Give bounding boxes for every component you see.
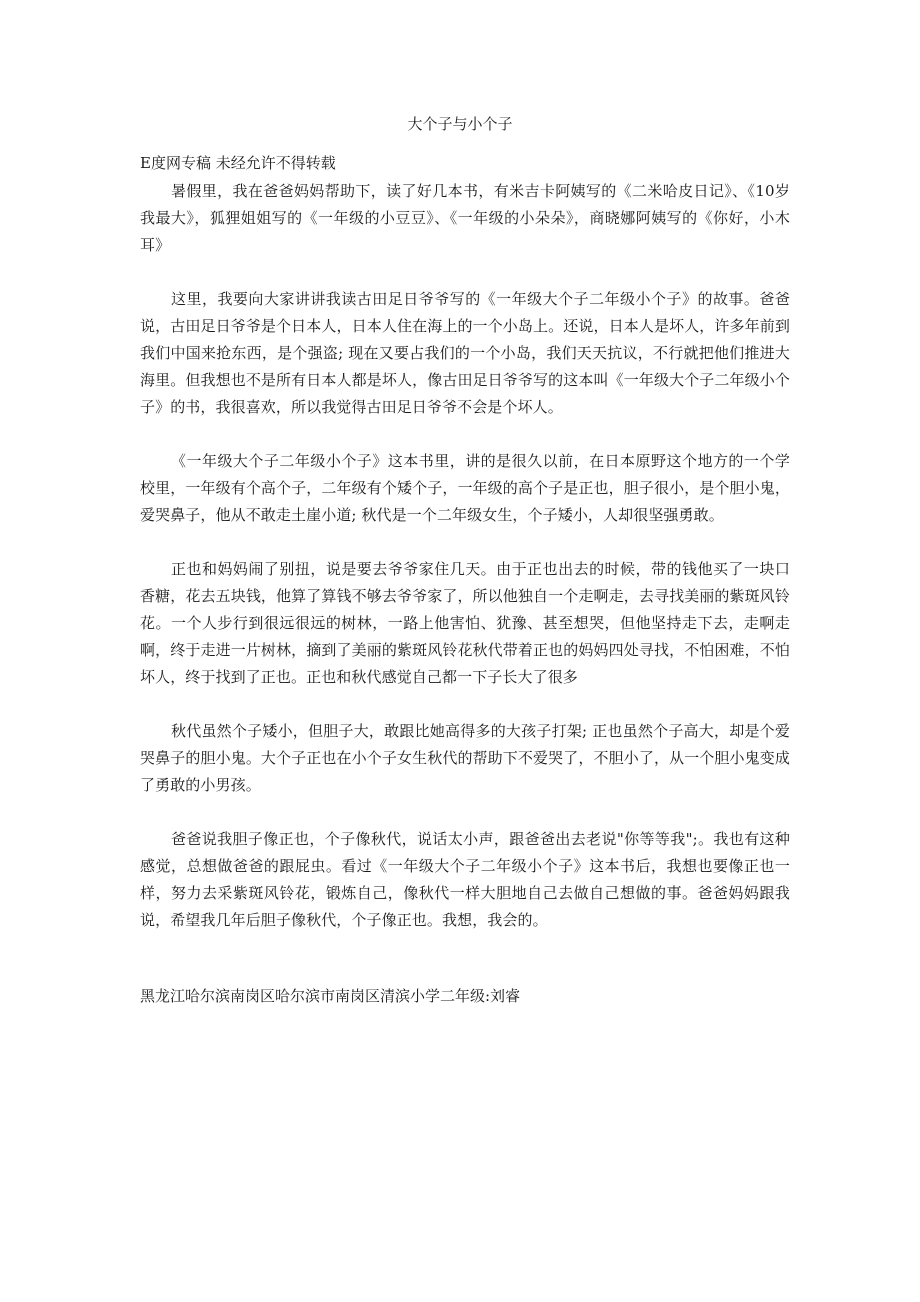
paragraph-gap (140, 799, 790, 826)
paragraph-gap (140, 529, 790, 556)
author-signature: 黑龙江哈尔滨南岗区哈尔滨市南岗区清滨小学二年级:刘睿 (140, 987, 521, 1005)
source-line: E度网专稿 未经允许不得转载 (140, 154, 336, 172)
document-title: 大个子与小个子 (407, 115, 513, 133)
paragraph-3: 《一年级大个子二年级小个子》这本书里，讲的是很久以前，在日本原野这个地方的一个学校里，一年级有个高个子，二年级有个矮个子，一年级的高个子是正也，胆子很小，是个胆小鬼，爱哭鼻子，他从不敢走土崖小道; 秋代是一个二年级女生，个子矮小，人却很坚强勇敢。 (140, 452, 790, 524)
paragraph-1: 暑假里，我在爸爸妈妈帮助下，读了好几本书，有米吉卡阿姨写的《二米哈皮日记》、《10岁我最大》，狐狸姐姐写的《一年级的小豆豆》、《一年级的小朵朵》，商晓娜阿姨写的《你好，小木耳》 (140, 182, 790, 254)
paragraph-gap (140, 259, 790, 286)
paragraph-gap (140, 421, 790, 448)
paragraph-4: 正也和妈妈闹了别扭，说是要去爷爷家住几天。由于正也出去的时候，带的钱他买了一块口香糖，花去五块钱，他算了算钱不够去爷爷家了，所以他独自一个走啊走，去寻找美丽的紫斑风铃花。一个人步行到很远很远的树林，一路上他害怕、犹豫、甚至想哭，但他坚持走下去，走啊走啊，终于走进一片树林，摘到了美丽的紫斑风铃花秋代带着正也的妈妈四处寻找，不怕困难，不怕坏人，终于找到了正也。正也和秋代感觉自己都一下子长大了很多 (140, 560, 790, 686)
paragraph-2: 这里，我要向大家讲讲我读古田足日爷爷写的《一年级大个子二年级小个子》的故事。爸爸说，古田足日爷爷是个日本人，日本人住在海上的一个小岛上。还说，日本人是坏人，许多年前到我们中国来抢东西，是个强盗; 现在又要占我们的一个小岛，我们天天抗议，不行就把他们推进大海里。但我想也不是所有日本人都是坏人，像古田足日爷爷写的这本叫《一年级大个子二年级小个子》的书，我很喜欢，所以我觉得古田足日爷爷不会是个坏人。 (140, 290, 790, 416)
paragraph-6: 爸爸说我胆子像正也，个子像秋代，说话太小声，跟爸爸出去老说"你等等我";。我也有这种感觉，总想做爸爸的跟屁虫。看过《一年级大个子二年级小个子》这本书后，我想也要像正也一样，努力去采紫斑风铃花，锻炼自己，像秋代一样大胆地自己去做自己想做的事。爸爸妈妈跟我说，希望我几年后胆子像秋代，个子像正也。我想，我会的。 (140, 830, 790, 929)
paragraph-5: 秋代虽然个子矮小，但胆子大，敢跟比她高得多的大孩子打架; 正也虽然个子高大，却是个爱哭鼻子的胆小鬼。大个子正也在小个子女生秋代的帮助下不爱哭了，不胆小了，从一个胆小鬼变成了勇敢的小男孩。 (140, 722, 790, 794)
document-body (140, 178, 790, 934)
paragraph-gap (140, 691, 790, 718)
